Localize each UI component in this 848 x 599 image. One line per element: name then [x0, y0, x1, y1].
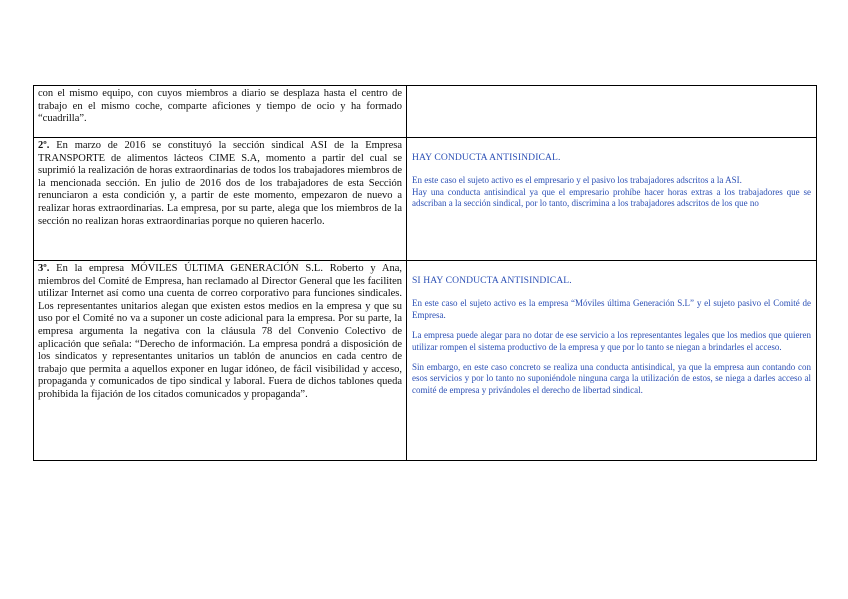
case-number: 3º.	[38, 263, 50, 274]
answer-paragraph: Sin embargo, en este caso concreto se realiza una conducta antisindical, ya que la empresa aun contando con esos servicios y por lo tanto no suponiéndole ninguna carga la utilización de estos, se niega a darles acceso al comité de empresa y privándoles el derecho de libertad sindical.	[412, 362, 811, 395]
answer-text	[407, 138, 816, 214]
answer-paragraph: Hay una conducta antisindical ya que el empresario prohíbe hacer horas extras a los trabajadores que se adscriban a la sección sindical, por lo tanto, discrimina a los trabajadores adscritos de los que no	[412, 186, 811, 209]
statement-text	[34, 138, 406, 232]
statement-body: En marzo de 2016 se constituyó la sección sindical ASI de la Empresa TRANSPORTE de alimentos lácteos CIME S.A, momento a partir del cual se suprimió la realización de horas extraordinarias de todos los trabajadores miembros de la mencionada sección. En julio de 2016 dos de los trabajadores de esta Sección renunciaron a esta condición y, a partir de este momento, empezaron de nuevo a realizar horas extraordinarias. La empresa, por su parte, alega que los miembros de la sección no realizan horas extraordinarias porque no quieren hacerlo.	[38, 140, 402, 227]
answer-paragraph: En este caso el sujeto activo es la empresa “Móviles última Generación S.L” y el sujeto pasivo el Comité de Empresa.	[412, 298, 811, 320]
table-row	[34, 261, 817, 461]
answer-paragraph: La empresa puede alegar para no dotar de ese servicio a los representantes legales que los medios que quieren utilizar rompen el sistema productivo de la empresa y que por lo tanto se niegan a brindarles el acceso.	[412, 330, 811, 352]
answer-cell	[407, 261, 817, 461]
statement-cell	[34, 261, 407, 461]
answer-text	[407, 261, 816, 400]
case-number: 2º.	[38, 140, 50, 151]
statement-text: con el mismo equipo, con cuyos miembros a diario se desplaza hasta el centro de trabajo en el mismo coche, comparte aficiones y tiempo de ocio y ha formado “cuadrilla”.	[38, 88, 402, 125]
verdict-heading: SI HAY CONDUCTA ANTISINDICAL.	[412, 275, 572, 286]
answer-paragraph: En este caso el sujeto activo es el empresario y el pasivo los trabajadores adscritos a la ASI.	[412, 175, 742, 186]
table-row	[34, 138, 817, 261]
statement-body: En la empresa MÓVILES ÚLTIMA GENERACIÓN S.L. Roberto y Ana, miembros del Comité de Empresa, han reclamado al Director General que les faciliten utilizar Internet así como una cuenta de correo corporativo para funciones sindicales. Los representantes unitarios alegan que existen estos medios en la empresa y que su uso por el Comité no va a suponer un coste adicional para la empresa. Por su parte, la empresa argumenta la negativa con la cláusula 78 del Convenio Colectivo de aplicación que señala: “Derecho de información. La empresa pondrá a disposición de los sindicatos y representantes unitarios un tablón de anuncios en cada centro de trabajo que permita a aquellos exponer en lugar idóneo, de fácil visibilidad y acceso, propaganda y comunicados de tipo sindical y laboral. Fuera de dichos tablones queda prohibida la fijación de los citados comunicados y propaganda”.	[38, 263, 402, 400]
statement-text	[34, 261, 406, 406]
case-table	[33, 85, 817, 461]
table-row	[34, 86, 817, 138]
verdict-heading: HAY CONDUCTA ANTISINDICAL.	[412, 152, 561, 163]
statement-cell	[34, 86, 407, 138]
answer-cell	[407, 86, 817, 138]
answer-cell	[407, 138, 817, 261]
statement-cell	[34, 138, 407, 261]
